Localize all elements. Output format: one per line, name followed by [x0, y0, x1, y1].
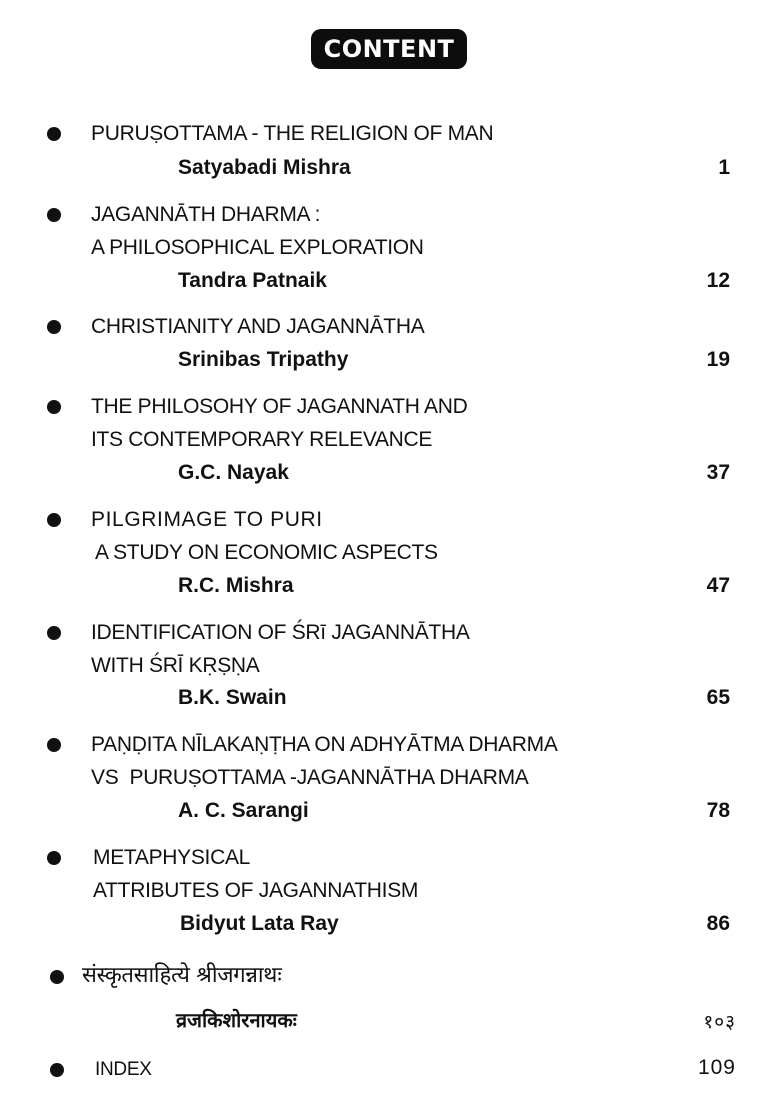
- entry-title: ATTRIBUTES OF JAGANNATHISM: [93, 879, 419, 902]
- bullet-icon: [47, 738, 61, 752]
- entry-author: व्रजकिशोरनायकः: [176, 1008, 297, 1032]
- entry-title: CHRISTIANITY AND JAGANNĀTHA: [91, 315, 425, 338]
- entry-title: PILGRIMAGE TO PURI: [91, 508, 323, 531]
- entry-title: IDENTIFICATION OF ŚRī JAGANNĀTHA: [91, 621, 470, 644]
- entry-title: संस्कृतसाहित्ये श्रीजगन्नाथः: [82, 963, 282, 988]
- entry-author: Bidyut Lata Ray: [180, 912, 339, 935]
- content-heading: CONTENT: [311, 29, 467, 69]
- entry-title: THE PHILOSOHY OF JAGANNATH AND: [91, 395, 468, 418]
- entry-title: JAGANNĀTH DHARMA :: [91, 203, 321, 226]
- page-number: 12: [706, 269, 730, 292]
- page-number: 65: [706, 686, 730, 709]
- page-number: १०३: [703, 1011, 736, 1033]
- entry-author: Satyabadi Mishra: [178, 156, 351, 179]
- entry-title: VS PURUṢOTTAMA -JAGANNĀTHA DHARMA: [91, 766, 529, 789]
- entry-author: Tandra Patnaik: [178, 269, 327, 292]
- bullet-icon: [47, 208, 61, 222]
- bullet-icon: [47, 851, 61, 865]
- entry-title: A PHILOSOPHICAL EXPLORATION: [91, 236, 424, 259]
- entry-author: B.K. Swain: [178, 686, 287, 709]
- bullet-icon: [47, 626, 61, 640]
- bullet-icon: [47, 513, 61, 527]
- entry-title: PURUṢOTTAMA - THE RELIGION OF MAN: [91, 122, 494, 145]
- page-number: 109: [697, 1056, 736, 1079]
- entry-author: A. C. Sarangi: [178, 799, 309, 822]
- entry-title: METAPHYSICAL: [93, 846, 251, 869]
- entry-title: ITS CONTEMPORARY RELEVANCE: [91, 428, 433, 451]
- bullet-icon: [47, 127, 61, 141]
- bullet-icon: [47, 320, 61, 334]
- page-number: 78: [706, 799, 730, 822]
- page-number: 86: [706, 912, 730, 935]
- page-number: 47: [706, 574, 730, 597]
- entry-title: A STUDY ON ECONOMIC ASPECTS: [95, 541, 438, 564]
- entry-author: R.C. Mishra: [178, 574, 294, 597]
- bullet-icon: [50, 970, 64, 984]
- page-number: 37: [706, 461, 730, 484]
- bullet-icon: [47, 400, 61, 414]
- bullet-icon: [50, 1063, 64, 1077]
- entry-author: Srinibas Tripathy: [178, 348, 349, 371]
- entry-title: WITH ŚRĪ KṚṢṆA: [91, 654, 260, 677]
- entry-title: PAṆḌITA NĪLAKAṆṬHA ON ADHYĀTMA DHARMA: [91, 733, 558, 756]
- page-number: 1: [718, 156, 730, 179]
- entry-author: G.C. Nayak: [178, 461, 289, 484]
- page-number: 19: [706, 348, 730, 371]
- entry-title: INDEX: [95, 1059, 152, 1080]
